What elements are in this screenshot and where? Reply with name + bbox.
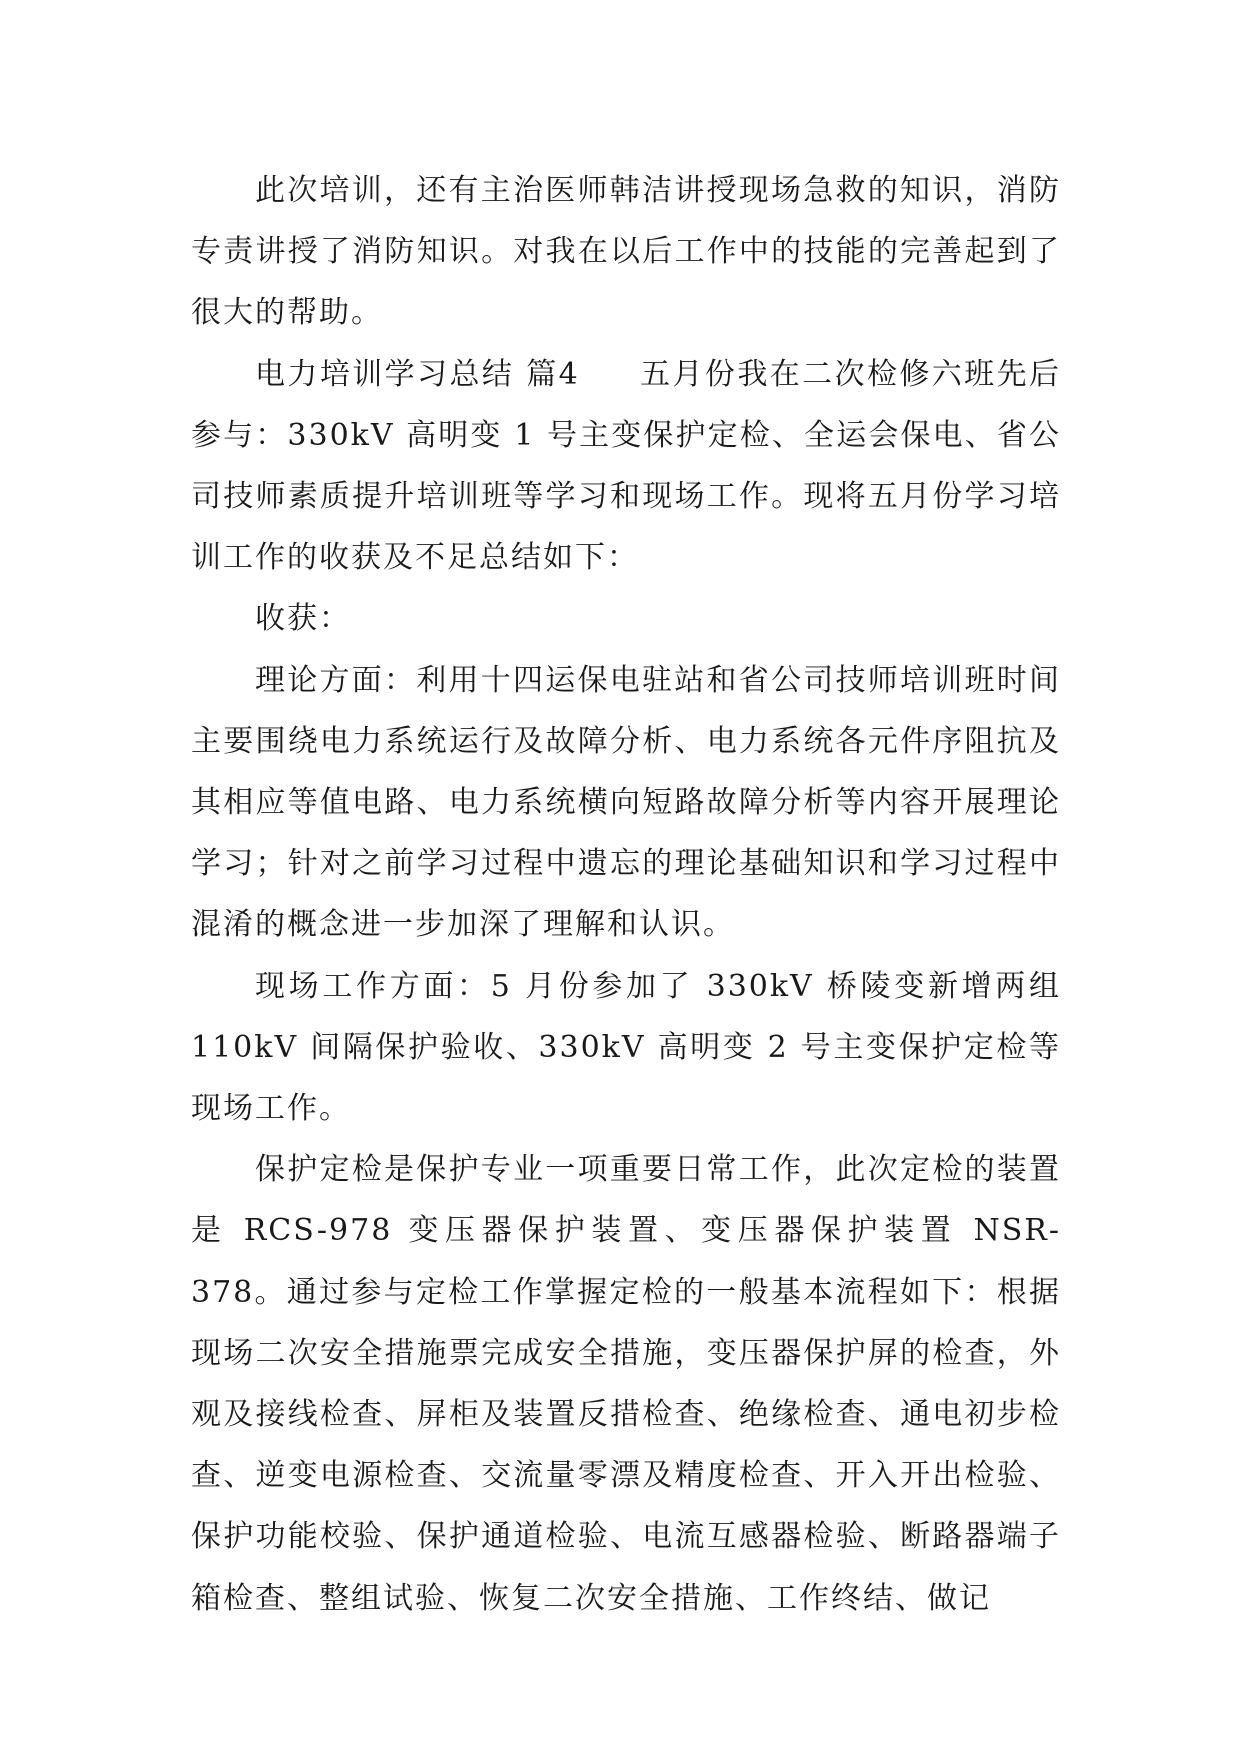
paragraph-text: 五月份我在二次检修六班先后参与：330kV 高明变 1 号主变保护定检、全运会保电、省公司技师素质提升培训班等学习和现场工作。现将五月份学习培训工作的收获及不足总结如下： (191, 356, 1062, 576)
section-heading: 电力培训学习总结 篇4 (255, 356, 580, 392)
paragraph-text: 现场工作方面：5 月份参加了 330kV 桥陵变新增两组 110kV 间隔保护验收、330kV 高明变 2 号主变保护定检等现场工作。 (191, 968, 1061, 1127)
document-body (191, 160, 1061, 1629)
paragraph-training-closing (191, 160, 1061, 344)
paragraph-text: 理论方面：利用十四运保电驻站和省公司技师培训班时间主要围绕电力系统运行及故障分析、电力系统各元件序阻抗及其相应等值电路、电力系统横向短路故障分析等内容开展理论学习；针对之前学习过程中遗忘的理论基础知识和学习过程中混淆的概念进一步加深了理解和认识。 (191, 662, 1061, 943)
paragraph-text: 保护定检是保护专业一项重要日常工作，此次定检的装置是 RCS-978 变压器保护装置、变压器保护装置 NSR-378。通过参与定检工作掌握定检的一般基本流程如下：根据现场二次安全措施票完成安全措施，变压器保护屏的检查，外观及接线检查、屏柜及装置反措检查、绝缘检查、通电初步检查、逆变电源检查、交流量零漂及精度检查、开入开出检验、保护功能校验、保护通道检验、电流互感器检验、断路器端子箱检查、整组试验、恢复二次安全措施、工作终结、做记 (191, 1152, 1061, 1616)
paragraph-section-4-intro (191, 344, 1061, 589)
paragraph-text: 此次培训，还有主治医师韩洁讲授现场急救的知识，消防专责讲授了消防知识。对我在以后工作中的技能的完善起到了很大的帮助。 (191, 173, 1061, 331)
paragraph-gains-label (191, 588, 1061, 649)
paragraph-protection-inspection (191, 1139, 1061, 1629)
paragraph-field-work (191, 956, 1061, 1140)
paragraph-theory (191, 650, 1061, 956)
paragraph-text: 收获： (255, 601, 351, 637)
